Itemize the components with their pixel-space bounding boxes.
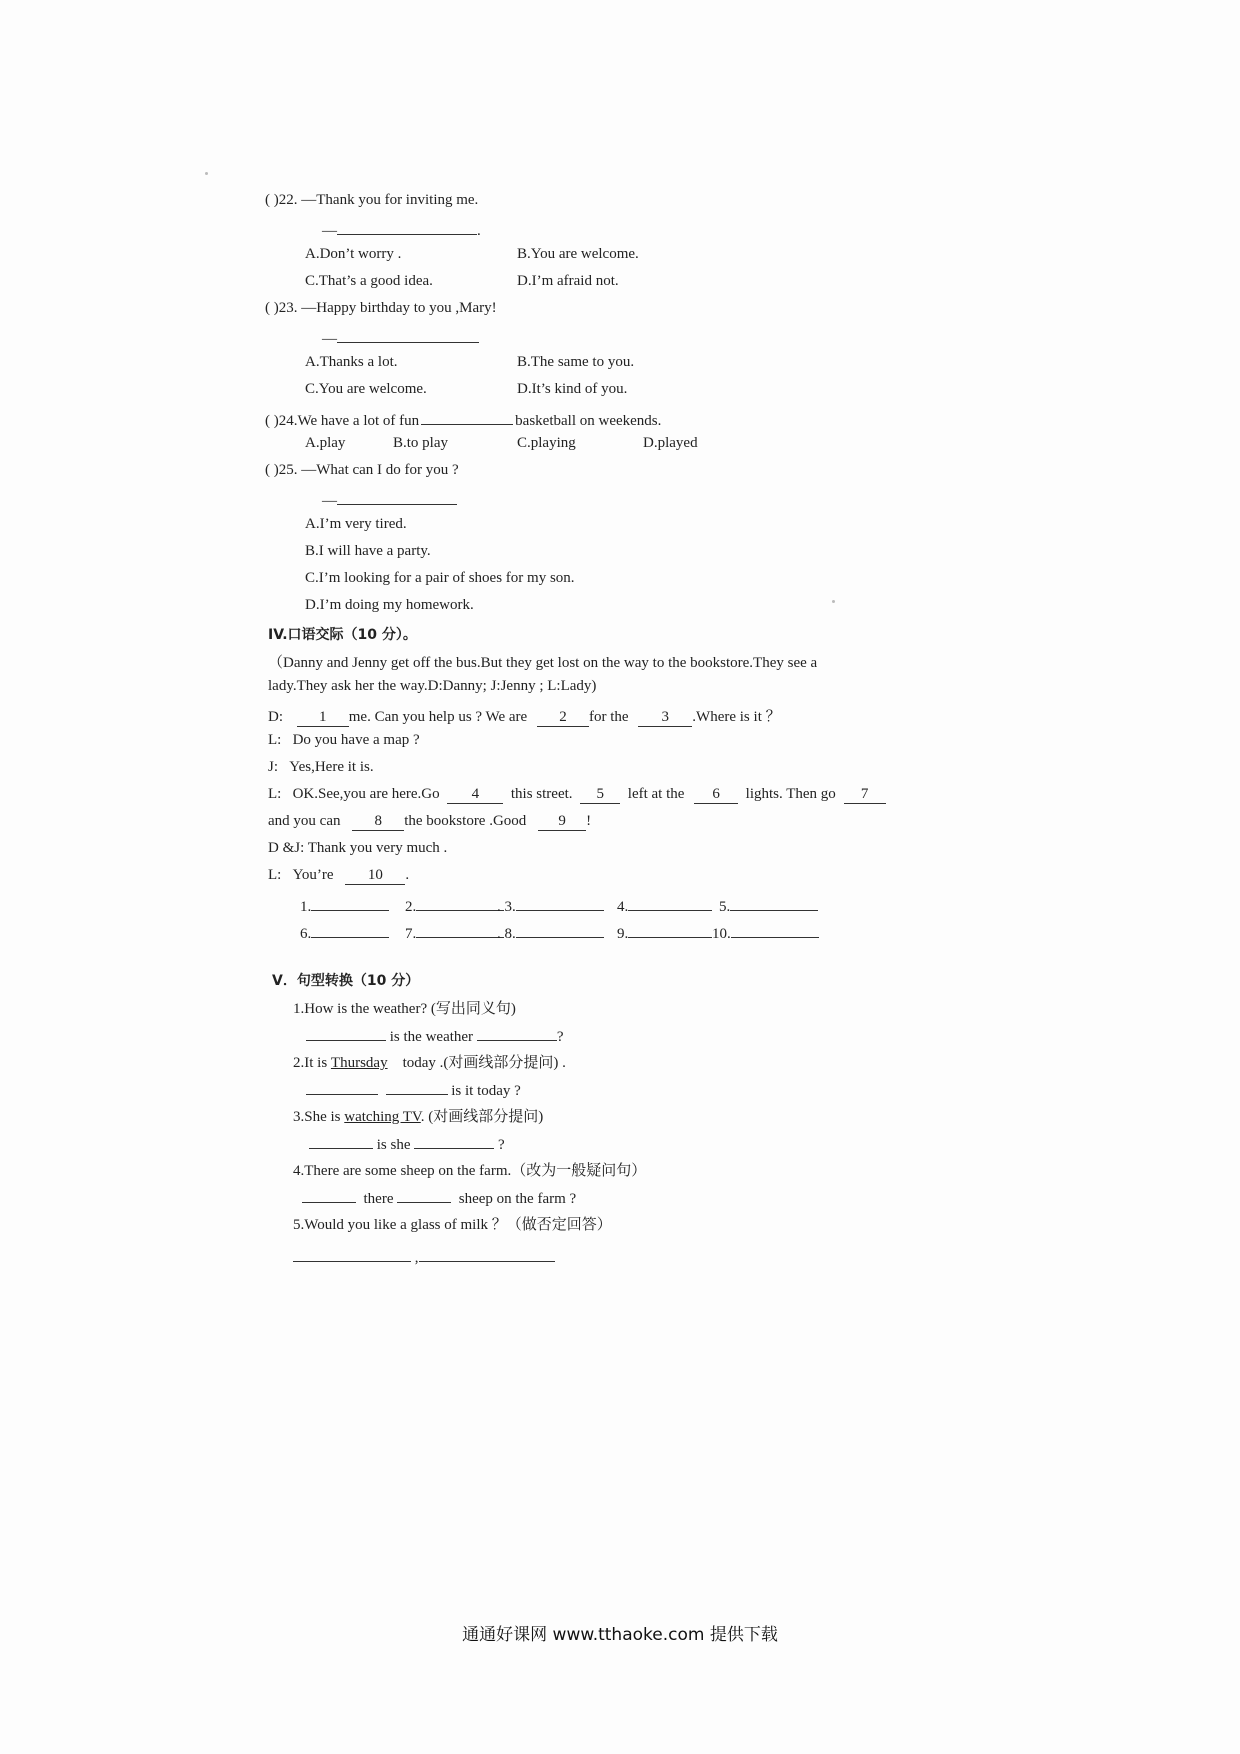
s2-answer-end: is it today ? <box>451 1083 521 1099</box>
s3-blank-1[interactable] <box>309 1132 373 1149</box>
dialog-text: Do you have a map ? <box>292 732 420 748</box>
q24-stem-line <box>265 408 661 430</box>
dialog-text: the bookstore .Good <box>404 813 527 829</box>
answer-blank[interactable] <box>628 894 712 911</box>
q24-option-a: A.play <box>305 435 346 451</box>
q22-option-a: A.Don’t worry . <box>305 246 402 262</box>
dialog-blank-6[interactable]: 6 <box>694 786 738 804</box>
q23-option-c: C.You are welcome. <box>305 381 427 397</box>
answer-3 <box>497 894 604 916</box>
s2-question-a: 2.It is <box>293 1055 328 1071</box>
q25-bracket: ( ) <box>265 462 279 478</box>
q24-stem-b: basketball on weekends. <box>515 413 662 429</box>
answer-blank[interactable] <box>516 921 604 938</box>
q24-stem-a: 24.We have a lot of fun <box>278 413 420 429</box>
s2-underlined: Thursday <box>330 1055 388 1071</box>
dialog-blank-1[interactable]: 1 <box>297 709 349 727</box>
q25-reply-dash: — <box>322 493 337 509</box>
q22-reply-dash: — <box>322 223 337 239</box>
q23-bracket: ( ) <box>265 300 279 316</box>
dialog-text: OK.See,you are here.Go <box>292 786 440 802</box>
answer-label: . 8. <box>497 926 516 942</box>
s3-answer-text: is she <box>376 1137 411 1153</box>
q24-option-d: D.played <box>643 435 698 451</box>
q22-bracket: ( ) <box>265 192 279 208</box>
scan-speck <box>832 600 835 603</box>
dialog-line-j1 <box>268 759 374 776</box>
s1-answer-line <box>306 1024 563 1046</box>
answer-label: 1. <box>300 899 312 915</box>
q25-option-c: C.I’m looking for a pair of shoes for my son. <box>305 570 575 586</box>
answer-label: 4. <box>617 899 629 915</box>
answer-2 <box>405 894 504 916</box>
answer-label: 10. <box>712 926 731 942</box>
answer-label: . 3. <box>497 899 516 915</box>
q23-option-d: D.It’s kind of you. <box>517 381 628 397</box>
answer-8 <box>497 921 604 943</box>
answer-blank[interactable] <box>416 894 504 911</box>
q23-reply-dash: — <box>322 331 337 347</box>
q25-stem: 25. —What can I do for you ? <box>278 462 459 478</box>
answer-10 <box>712 921 819 943</box>
s2-answer-line <box>306 1078 521 1100</box>
s4-question: 4.There are some sheep on the farm.（改为一般疑问句） <box>293 1163 647 1179</box>
q23-stem-line <box>265 300 497 317</box>
dialog-speaker: L: <box>268 732 282 748</box>
answer-blank[interactable] <box>730 894 818 911</box>
s5-question: 5.Would you like a glass of milk ？（做否定回答） <box>293 1217 612 1233</box>
dialog-line-l3 <box>268 867 409 885</box>
q23-answer-blank[interactable] <box>337 326 479 343</box>
dialog-speaker: D: <box>268 709 283 725</box>
dialog-text: this street. <box>510 786 573 802</box>
s4-answer-line <box>302 1186 576 1208</box>
q25-option-b: B.I will have a party. <box>305 543 431 559</box>
answer-blank[interactable] <box>628 921 712 938</box>
dialog-text: lights. Then go <box>745 786 836 802</box>
dialog-text: . <box>405 867 410 883</box>
q22-option-b: B.You are welcome. <box>517 246 639 262</box>
dialog-blank-3[interactable]: 3 <box>638 709 692 727</box>
s4-answer-end: sheep on the farm ? <box>458 1191 577 1207</box>
answer-label: 2. <box>405 899 417 915</box>
answer-label: 9. <box>617 926 629 942</box>
dialog-text: ! <box>586 813 592 829</box>
s5-blank-1[interactable] <box>293 1245 411 1262</box>
dialog-speaker: L: <box>268 867 282 883</box>
s5-answer-line <box>293 1245 555 1267</box>
answer-6 <box>300 921 389 943</box>
s3-blank-2[interactable] <box>414 1132 494 1149</box>
q22-answer-blank[interactable] <box>337 218 477 235</box>
q25-option-a: A.I’m very tired. <box>305 516 407 532</box>
answer-blank[interactable] <box>311 894 389 911</box>
s3-underlined: watching TV <box>344 1109 421 1125</box>
q22-reply-line <box>322 218 481 240</box>
dialog-text: You’re <box>292 867 334 883</box>
answer-blank[interactable] <box>516 894 604 911</box>
scan-speck <box>205 172 208 175</box>
answer-label: 5. <box>719 899 731 915</box>
dialog-text: left at the <box>627 786 685 802</box>
answer-label: 7. <box>405 926 417 942</box>
section4-intro-2: lady.They ask her the way.D:Danny; J:Jenny ; L:Lady) <box>268 678 597 694</box>
q25-answer-blank[interactable] <box>337 488 457 505</box>
answer-1 <box>300 894 389 916</box>
dialog-blank-2[interactable]: 2 <box>537 709 589 727</box>
dialog-line-l2b <box>268 813 591 831</box>
dialog-blank-8[interactable]: 8 <box>352 813 404 831</box>
answer-blank[interactable] <box>731 921 819 938</box>
section4-intro-1: （Danny and Jenny get off the bus.But they get lost on the way to the bookstore.They see a <box>268 655 818 671</box>
q24-answer-blank[interactable] <box>421 408 513 425</box>
q23-stem: 23. —Happy birthday to you ,Mary! <box>278 300 497 316</box>
s2-question-b: today .(对画线部分提问) . <box>402 1055 566 1071</box>
answer-blank[interactable] <box>416 921 504 938</box>
q23-option-b: B.The same to you. <box>517 354 635 370</box>
s1-blank-2[interactable] <box>477 1024 557 1041</box>
s4-blank-1[interactable] <box>302 1186 356 1203</box>
answer-4 <box>617 894 712 916</box>
dialog-speaker: J: <box>268 759 279 775</box>
s5-answer-text: , <box>414 1250 419 1266</box>
answer-label: 6. <box>300 926 312 942</box>
q23-option-a: A.Thanks a lot. <box>305 354 398 370</box>
s1-question: 1.How is the weather? (写出同义句) <box>293 1001 516 1017</box>
q22-stem: 22. —Thank you for inviting me. <box>278 192 479 208</box>
q25-stem-line <box>265 462 459 479</box>
q23-reply-line <box>322 326 479 348</box>
q22-option-c: C.That’s a good idea. <box>305 273 433 289</box>
dialog-text: .Where is it ？ <box>692 709 781 725</box>
answer-7 <box>405 921 504 943</box>
answer-9 <box>617 921 712 943</box>
s3-question-b: . (对画线部分提问) <box>420 1109 544 1125</box>
q25-reply-line <box>322 488 457 510</box>
q22-stem-line <box>265 192 478 209</box>
s1-blank-1[interactable] <box>306 1024 386 1041</box>
dialog-blank-10[interactable]: 10 <box>345 867 405 885</box>
q22-period: . <box>477 223 481 239</box>
dialog-line-d1 <box>268 705 781 727</box>
section5-heading: V．句型转换（10 分） <box>272 973 420 989</box>
dialog-line-l1 <box>268 732 420 749</box>
dialog-speaker: L: <box>268 786 282 802</box>
s5-blank-2[interactable] <box>419 1245 555 1262</box>
dialog-blank-9[interactable]: 9 <box>538 813 586 831</box>
s3-question <box>293 1105 543 1126</box>
s3-question-a: 3.She is <box>293 1109 341 1125</box>
dialog-line-l2 <box>268 786 886 804</box>
dialog-text: me. Can you help us ? We are <box>348 709 528 725</box>
s2-question <box>293 1051 566 1072</box>
q24-option-b: B.to play <box>393 435 448 451</box>
s2-blank-1[interactable] <box>306 1078 378 1095</box>
answer-5 <box>719 894 818 916</box>
q25-option-d: D.I’m doing my homework. <box>305 597 474 613</box>
q24-bracket: ( ) <box>265 413 279 429</box>
s1-answer-text: is the weather <box>389 1029 474 1045</box>
s4-blank-2[interactable] <box>397 1186 451 1203</box>
dialog-text: Yes,Here it is. <box>289 759 374 775</box>
dialog-text: for the <box>588 709 629 725</box>
dialog-blank-5[interactable]: 5 <box>580 786 620 804</box>
s3-answer-end: ? <box>498 1137 505 1153</box>
dialog-text: and you can <box>268 813 341 829</box>
s3-answer-line <box>309 1132 505 1154</box>
answer-blank[interactable] <box>311 921 389 938</box>
footer-watermark: 通通好课网 www.tthaoke.com 提供下载 <box>462 1625 778 1645</box>
s4-answer-text: there <box>363 1191 394 1207</box>
s1-answer-end: ? <box>556 1029 564 1045</box>
dialog-blank-4[interactable]: 4 <box>447 786 503 804</box>
q22-option-d: D.I’m afraid not. <box>517 273 619 289</box>
dialog-line-dj: D &J: Thank you very much . <box>268 840 448 856</box>
q24-option-c: C.playing <box>517 435 576 451</box>
dialog-blank-7[interactable]: 7 <box>844 786 886 804</box>
s2-blank-2[interactable] <box>386 1078 448 1095</box>
section4-heading: IV.口语交际（10 分）。 <box>268 627 417 643</box>
